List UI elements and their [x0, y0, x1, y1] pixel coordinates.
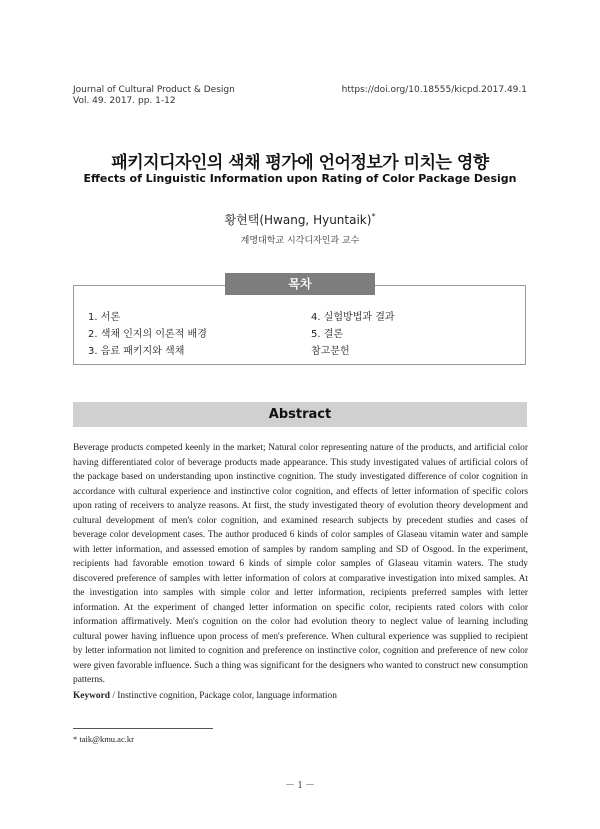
toc-item: 5. 결론 [311, 329, 344, 340]
footnote-marker: * [73, 734, 78, 744]
journal-name: Journal of Cultural Product & Design [73, 85, 235, 95]
title-korean: 패키지디자인의 색채 평가에 언어정보가 미치는 영향 [111, 153, 489, 173]
footnote [73, 734, 134, 744]
toc-item: 2. 색채 인지의 이론적 배경 [88, 329, 207, 340]
toc-title: 목차 [225, 273, 375, 295]
author-name: 황현택(Hwang, Hyuntaik) [224, 213, 372, 227]
footnote-divider [73, 728, 213, 729]
journal-header [73, 85, 235, 107]
journal-volume: Vol. 49. 2017. pp. 1-12 [73, 96, 176, 106]
author-affiliation: 계명대학교 시각디자인과 교수 [240, 236, 360, 246]
keyword-label: Keyword [73, 691, 110, 701]
toc-item: 참고문헌 [311, 346, 350, 357]
doi-link[interactable]: https://doi.org/10.18555/kicpd.2017.49.1 [341, 85, 527, 95]
title-english: Effects of Linguistic Information upon Rating of Color Package Design [83, 172, 517, 185]
abstract-heading: Abstract [73, 402, 527, 427]
abstract-body: Beverage products competed keenly in the market; Natural color representing nature of the products, and artificial color having differentiated color of beverage products made appearance. This study investigated values of artificial colors of the package based on understanding upon instinctive cognition. The study investigated difference of color cognition in accordance with cultural experience and instinctive color cognition, and effects of letter information of specific colors upon rating of receivers to analyze reasons. At first, the study investigated theory of evolution theory development and cultural development of men's color cognition, and examined research subjects by precedent studies and cases of beverage color development cases. The author produced 6 kinds of color samples of Glaseau vitamin water and sample with letter information, and assessed emotion of samples by random sampling and SD of Osgood. In the experiment, recipients had favorable emotion toward 6 kinds of simple color samples of Glaseau vitamin waters. The study discovered preference of samples with letter information of colors at comparative investigation into mixed samples. At the investigation into samples with simple color and letter information, recipients preferred samples with letter information. At the experiment of changed letter information on specific color, recipients rated colors with color information affirmatively. Men's cognition on the color had evolution theory to neglect value of learning including cultural power having influence upon process of men's preference. When cultural experience was supplied to recipient by letter information not limited to cognition and preference on instinctive color, cognition and preference of new color were given favorable influence. Such a thing was significant for the designers who wanted to construct new consumption patterns. [73, 443, 528, 685]
toc-right-column [311, 309, 395, 360]
toc-item: 1. 서론 [88, 312, 121, 323]
toc-item: 4. 실험방법과 결과 [311, 312, 395, 323]
toc-left-column [88, 309, 207, 360]
author-line [0, 211, 600, 228]
keyword-separator: / [109, 691, 118, 701]
author-footnote-marker: * [371, 212, 376, 221]
page-number: － 1 － [285, 780, 315, 791]
keyword-line [73, 691, 337, 701]
toc-item: 3. 음료 패키지와 색채 [88, 346, 185, 357]
keyword-terms: Instinctive cognition, Package color, language information [117, 691, 337, 701]
author-email: taik@kmu.ac.kr [79, 734, 134, 744]
